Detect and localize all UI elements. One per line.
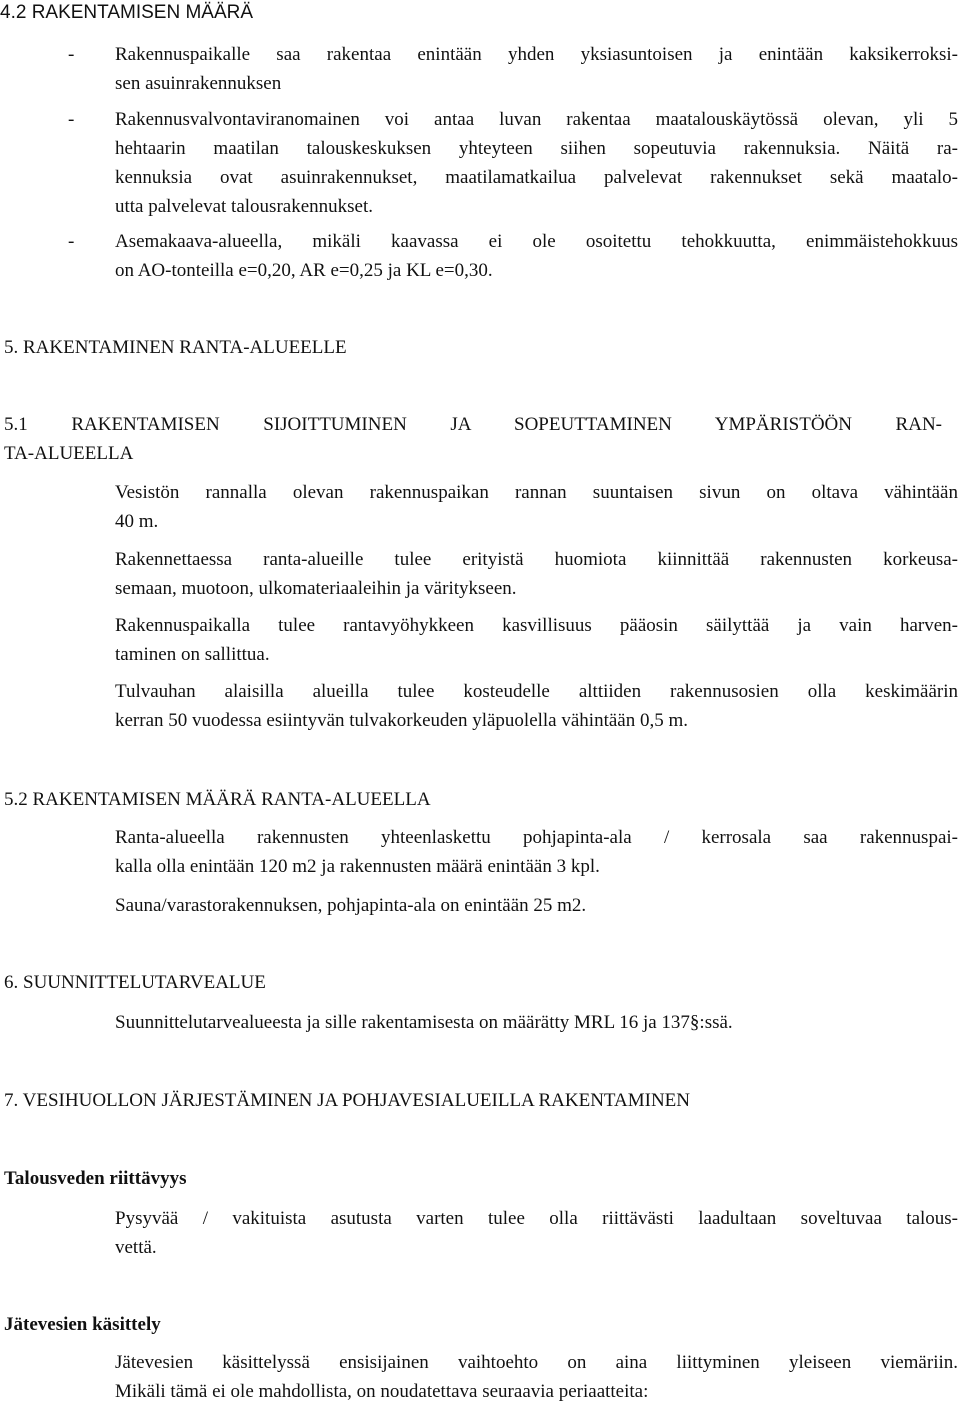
list-item-line: on AO-tonteilla e=0,20, AR e=0,25 ja KL e=0,30.	[115, 260, 493, 281]
list-bullet: -	[68, 231, 75, 252]
section-heading-7: 7. VESIHUOLLON JÄRJESTÄMINEN JA POHJAVESIALUEILLA RAKENTAMINEN	[4, 1090, 690, 1111]
list-bullet: -	[68, 109, 75, 130]
paragraph-line: Vesistön rannalla olevan rakennuspaikan rannan suuntaisen sivun on oltava vähintään	[115, 482, 958, 503]
subheading-talousveden-riittavyys: Talousveden riittävyys	[4, 1168, 187, 1189]
section-heading-5: 5. RAKENTAMINEN RANTA-ALUEELLE	[4, 337, 347, 358]
paragraph-line: Tulvauhan alaisilla alueilla tulee kosteudelle alttiiden rakennusosien olla keskimäärin	[115, 681, 958, 702]
paragraph-line: kalla olla enintään 120 m2 ja rakennusten määrä enintään 3 kpl.	[115, 856, 600, 877]
paragraph-line: Rakennuspaikalla tulee rantavyöhykkeen kasvillisuus pääosin säilyttää ja vain harven-	[115, 615, 958, 636]
paragraph-line: vettä.	[115, 1237, 157, 1258]
paragraph-line: 40 m.	[115, 511, 159, 532]
list-item-line: hehtaarin maatilan talouskeskuksen yhteyteen siihen sopeutuvia rakennuksia. Näitä ra-	[115, 138, 958, 159]
heading-line: TA-ALUEELLA	[4, 443, 134, 464]
list-item-1	[115, 40, 958, 98]
section-heading-5-1	[4, 410, 942, 468]
list-item-line: Asemakaava-alueella, mikäli kaavassa ei ole osoitettu tehokkuutta, enimmäistehokkuus	[115, 231, 958, 252]
paragraph-line: Rakennettaessa ranta-alueille tulee erityistä huomiota kiinnittää rakennusten korkeusa-	[115, 549, 958, 570]
paragraph-line: kerran 50 vuodessa esiintyvän tulvakorkeuden yläpuolella vähintään 0,5 m.	[115, 710, 689, 731]
paragraph-5-1-a	[115, 478, 958, 536]
heading-line: 5.1 RAKENTAMISEN SIJOITTUMINEN JA SOPEUTTAMINEN YMPÄRISTÖÖN RAN-	[4, 414, 942, 435]
list-item-line: Rakennusvalvontaviranomainen voi antaa luvan rakentaa maatalouskäytössä olevan, yli 5	[115, 109, 958, 130]
subheading-jatevesien-kasittely: Jätevesien käsittely	[4, 1314, 161, 1335]
list-item-2	[115, 105, 958, 221]
list-bullet: -	[68, 44, 75, 65]
paragraph-5-2-b: Sauna/varastorakennuksen, pohjapinta-ala on enintään 25 m2.	[115, 895, 587, 916]
list-item-3	[115, 227, 958, 285]
paragraph-5-1-b	[115, 545, 958, 603]
section-heading-5-2: 5.2 RAKENTAMISEN MÄÄRÄ RANTA-ALUEELLA	[4, 789, 431, 810]
section-heading-6: 6. SUUNNITTELUTARVEALUE	[4, 972, 266, 993]
paragraph-6: Suunnittelutarvealueesta ja sille rakentamisesta on määrätty MRL 16 ja 137§:ssä.	[115, 1012, 733, 1033]
paragraph-line: Ranta-alueella rakennusten yhteenlaskettu pohjapinta-ala / kerrosala saa rakennuspai-	[115, 827, 958, 848]
paragraph-line: taminen on sallittua.	[115, 644, 270, 665]
paragraph-line: semaan, muotoon, ulkomateriaaleihin ja väritykseen.	[115, 578, 517, 599]
paragraph-line: Pysyvää / vakituista asutusta varten tulee olla riittävästi laadultaan soveltuvaa talous-	[115, 1208, 958, 1229]
paragraph-7-b	[115, 1348, 958, 1406]
list-item-line: sen asuinrakennuksen	[115, 73, 282, 94]
list-item-line: Rakennuspaikalle saa rakentaa enintään yhden yksiasuntoisen ja enintään kaksikerroksi-	[115, 44, 958, 65]
list-item-line: kennuksia ovat asuinrakennukset, maatilamatkailua palvelevat rakennukset sekä maatalo-	[115, 167, 958, 188]
paragraph-7-a	[115, 1204, 958, 1262]
list-item-line: utta palvelevat talousrakennukset.	[115, 196, 373, 217]
paragraph-line: Jätevesien käsittelyssä ensisijainen vaihtoehto on aina liittyminen yleiseen viemäriin.	[115, 1352, 958, 1373]
paragraph-line: Mikäli tämä ei ole mahdollista, on noudatettava seuraavia periaatteita:	[115, 1381, 649, 1402]
paragraph-5-1-c	[115, 611, 958, 669]
paragraph-5-2-a	[115, 823, 958, 881]
paragraph-5-1-d	[115, 677, 958, 735]
section-heading-4-2: 4.2 RAKENTAMISEN MÄÄRÄ	[0, 2, 254, 23]
